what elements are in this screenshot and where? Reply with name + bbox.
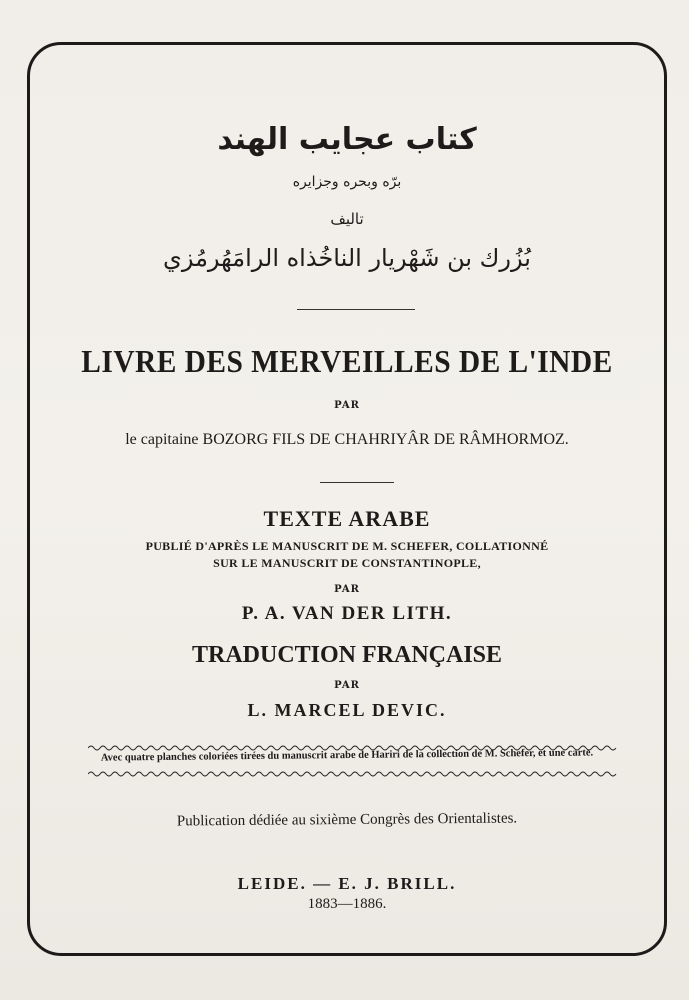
editor-name: P. A. VAN DER LITH. xyxy=(241,603,453,624)
publication-years: 1883—1886. xyxy=(307,896,387,912)
arabic-author: بُزُرك بن شَهْريار الناخُذاه الرامَهُرمُزي xyxy=(163,244,531,272)
par-label: PAR xyxy=(334,400,360,411)
divider-rule xyxy=(297,309,415,310)
divider-rule-short xyxy=(320,482,394,483)
arabic-subtitle: برّه وبحره وجزايره xyxy=(292,174,402,190)
texte-arabe-heading: TEXTE ARABE xyxy=(263,506,431,531)
publisher-line: LEIDE. — E. J. BRILL. xyxy=(237,874,457,893)
arabic-title: كتاب عجايب الهند xyxy=(217,122,477,157)
traduction-heading: TRADUCTION FRANÇAISE xyxy=(191,642,503,668)
arabic-authorship-word: تاليف xyxy=(330,210,364,228)
published-note-line2: SUR LE MANUSCRIT DE CONSTANTINOPLE, xyxy=(213,556,481,570)
par-label: PAR xyxy=(334,680,360,691)
published-note-line1: PUBLIÉ D'APRÈS LE MANUSCRIT DE M. SCHEFER, COLLATIONNÉ xyxy=(145,539,549,553)
french-title: LIVRE DES MERVEILLES DE L'INDE xyxy=(81,343,613,379)
author-line: le capitaine BOZORG FILS DE CHAHRIYÂR DE RÂMHORMOZ. xyxy=(125,431,569,448)
par-label: PAR xyxy=(334,584,360,595)
wavy-rule-bottom xyxy=(88,770,618,778)
dedication-line: Publication dédiée au sixième Congrès des Orientalistes. xyxy=(176,810,518,830)
plates-note: Avec quatre planches coloriées tirées du manuscrit arabe de Hariri de la collection de M. Schefer, et une carte. xyxy=(100,747,594,764)
translator-name: L. MARCEL DEVIC. xyxy=(247,700,447,720)
